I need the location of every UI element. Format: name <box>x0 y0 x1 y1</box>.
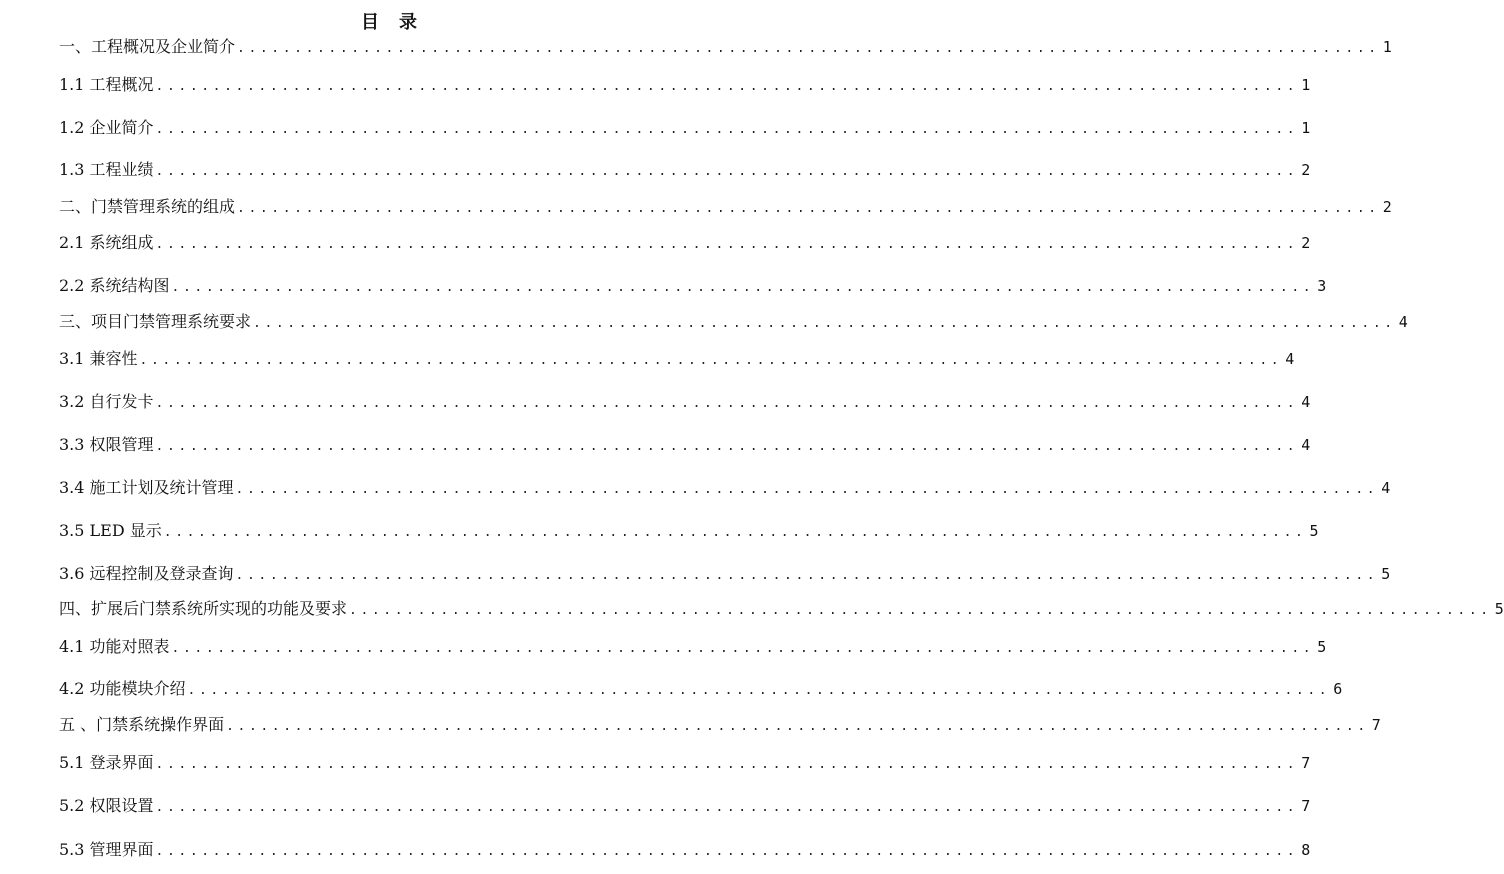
toc-entry-page: 7 <box>1301 754 1311 772</box>
toc-entry-page: 2 <box>1301 234 1311 252</box>
toc-entry-label: 2.2 系统结构图 <box>59 276 170 295</box>
dot-leader: .................................................................................................... <box>155 439 1299 454</box>
toc-entry[interactable] <box>59 838 1311 862</box>
toc-entry-page: 3 <box>1317 277 1327 295</box>
toc-entry-page: 2 <box>1301 161 1311 179</box>
toc-entry-label: 一、工程概况及企业简介 <box>59 37 236 56</box>
toc-entry[interactable] <box>59 231 1311 255</box>
dot-leader: .................................................................................................... <box>155 237 1299 252</box>
toc-entry-label: 5.3 管理界面 <box>59 840 154 859</box>
toc-entry[interactable] <box>59 116 1311 140</box>
dot-leader: .................................................................................................... <box>237 41 1380 56</box>
toc-entry-page: 4 <box>1285 350 1295 368</box>
toc-entry[interactable] <box>59 73 1311 97</box>
toc-entry-page: 5 <box>1309 522 1319 540</box>
dot-leader: .................................................................................................... <box>155 164 1299 179</box>
dot-leader: .................................................................................................... <box>155 844 1299 859</box>
toc-entry-page: 4 <box>1301 393 1311 411</box>
toc-entry-label: 5.2 权限设置 <box>59 796 154 815</box>
dot-leader: .................................................................................................... <box>155 800 1299 815</box>
dot-leader: .................................................................................................... <box>155 757 1299 772</box>
toc-entry[interactable] <box>59 794 1311 818</box>
toc-entry-label: 3.4 施工计划及统计管理 <box>59 478 234 497</box>
dot-leader: .................................................................................................... <box>139 353 1283 368</box>
dot-leader: .................................................................................................... <box>155 396 1299 411</box>
toc-entry-page: 5 <box>1381 565 1391 583</box>
toc-entry-page: 4 <box>1398 313 1408 331</box>
dot-leader: .................................................................................................... <box>235 568 1379 583</box>
toc-entry-label: 三、项目门禁管理系统要求 <box>59 312 252 331</box>
dot-leader: .................................................................................................... <box>253 316 1396 331</box>
toc-entry-page: 4 <box>1301 436 1311 454</box>
toc-entry[interactable] <box>59 713 1381 737</box>
toc-entry-page: 1 <box>1301 76 1311 94</box>
toc-entry-label: 二、门禁管理系统的组成 <box>59 197 236 216</box>
toc-entry-page: 7 <box>1371 716 1381 734</box>
toc-entry[interactable] <box>59 35 1392 59</box>
toc-entry-label: 3.6 远程控制及登录查询 <box>59 564 234 583</box>
toc-entry-label: 五 、门禁系统操作界面 <box>59 715 225 734</box>
dot-leader: .................................................................................................... <box>155 79 1299 94</box>
toc-entry-page: 6 <box>1333 680 1343 698</box>
dot-leader: .................................................................................................... <box>155 122 1299 137</box>
toc-entry-label: 5.1 登录界面 <box>59 753 154 772</box>
dot-leader: .................................................................................................... <box>187 683 1331 698</box>
toc-entry[interactable] <box>59 751 1311 775</box>
toc-entry-page: 8 <box>1301 841 1311 859</box>
toc-entry[interactable] <box>59 347 1295 371</box>
toc-entry[interactable] <box>59 390 1311 414</box>
toc-entry-label: 3.5 LED 显示 <box>59 521 162 540</box>
toc-entry[interactable] <box>59 433 1311 457</box>
toc-entry-label: 1.1 工程概况 <box>59 75 154 94</box>
toc-entry[interactable] <box>59 158 1311 182</box>
toc-entry[interactable] <box>59 562 1391 586</box>
toc-entry[interactable] <box>59 597 1504 621</box>
dot-leader: .................................................................................................... <box>171 280 1315 295</box>
toc-entry[interactable] <box>59 310 1408 334</box>
toc-entry-page: 5 <box>1494 600 1504 618</box>
toc-entry-page: 5 <box>1317 638 1327 656</box>
toc-entry[interactable] <box>59 195 1392 219</box>
dot-leader: .................................................................................................... <box>171 641 1315 656</box>
dot-leader: .................................................................................................... <box>226 719 1369 734</box>
toc-entry[interactable] <box>59 476 1391 500</box>
toc-entry-page: 1 <box>1382 38 1392 56</box>
toc-entry-page: 4 <box>1381 479 1391 497</box>
dot-leader: .................................................................................................... <box>349 603 1492 618</box>
toc-entry-label: 1.3 工程业绩 <box>59 160 154 179</box>
toc-entry-label: 2.1 系统组成 <box>59 233 154 252</box>
toc-entry-label: 3.3 权限管理 <box>59 435 154 454</box>
toc-entry[interactable] <box>59 274 1327 298</box>
toc-entry-label: 4.1 功能对照表 <box>59 637 170 656</box>
toc-entry-page: 7 <box>1301 797 1311 815</box>
toc-entry[interactable] <box>59 519 1319 543</box>
toc-entry-label: 1.2 企业简介 <box>59 118 154 137</box>
toc-entry-label: 四、扩展后门禁系统所实现的功能及要求 <box>59 599 348 618</box>
toc-entry-page: 1 <box>1301 119 1311 137</box>
toc-entry[interactable] <box>59 635 1327 659</box>
toc-entry-label: 4.2 功能模块介绍 <box>59 679 186 698</box>
dot-leader: .................................................................................................... <box>163 525 1307 540</box>
toc-title: 目 录 <box>361 12 418 33</box>
toc-entry-page: 2 <box>1382 198 1392 216</box>
toc-entry[interactable] <box>59 677 1343 701</box>
toc-entry-label: 3.1 兼容性 <box>59 349 138 368</box>
toc-entry-label: 3.2 自行发卡 <box>59 392 154 411</box>
dot-leader: .................................................................................................... <box>235 482 1379 497</box>
dot-leader: .................................................................................................... <box>237 201 1380 216</box>
